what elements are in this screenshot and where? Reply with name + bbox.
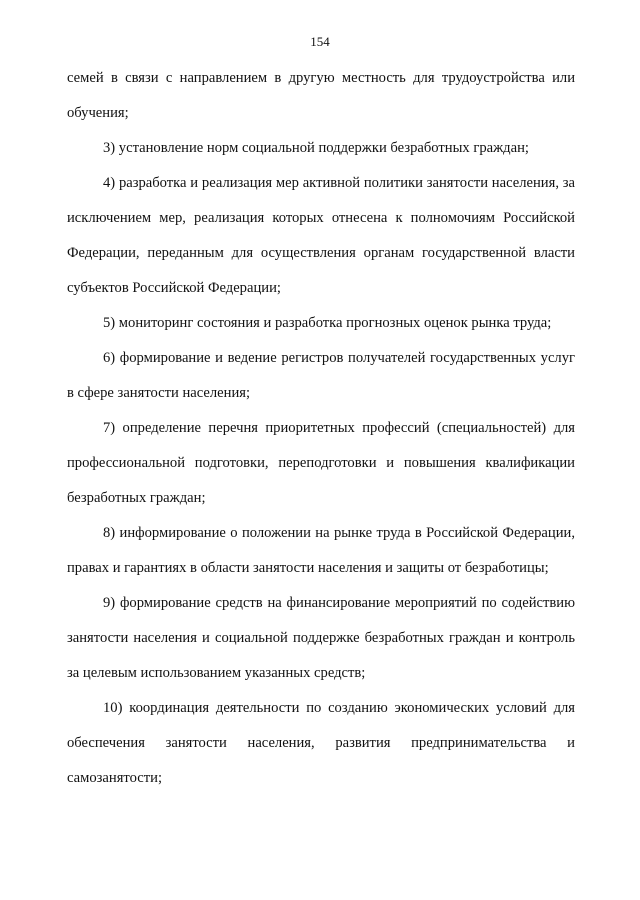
paragraph-item-9: 9) формирование средств на финансирование мероприятий по содействию занятости населения и социальной поддержке безработных граждан и контроль за целевым использованием указанных средств; [67, 595, 575, 681]
paragraph-item-8: 8) информирование о положении на рынке труда в Российской Федерации, правах и гарантиях в области занятости населения и защиты от безработицы; [67, 525, 575, 576]
paragraph-item-3: 3) установление норм социальной поддержки безработных граждан; [103, 140, 529, 156]
page-number: 154 [310, 34, 330, 49]
paragraph-item-10: 10) координация деятельности по созданию экономических условий для обеспечения занятости населения, развития предпринимательства и самозанятости; [67, 700, 575, 786]
paragraph-item-6: 6) формирование и ведение регистров получателей государственных услуг в сфере занятости населения; [67, 350, 575, 401]
paragraph-item-7: 7) определение перечня приоритетных профессий (специальностей) для профессиональной подготовки, переподготовки и повышения квалификации безработных граждан; [67, 420, 575, 506]
document-body [67, 61, 575, 796]
paragraph-item-4: 4) разработка и реализация мер активной политики занятости населения, за исключением мер, реализация которых отнесена к полномочиям Российской Федерации, переданным для осуществления органам государственной власти субъектов Российской Федерации; [67, 175, 575, 296]
paragraph-item-5: 5) мониторинг состояния и разработка прогнозных оценок рынка труда; [103, 315, 552, 331]
paragraph-continuation: семей в связи с направлением в другую местность для трудоустройства или обучения; [67, 70, 575, 121]
